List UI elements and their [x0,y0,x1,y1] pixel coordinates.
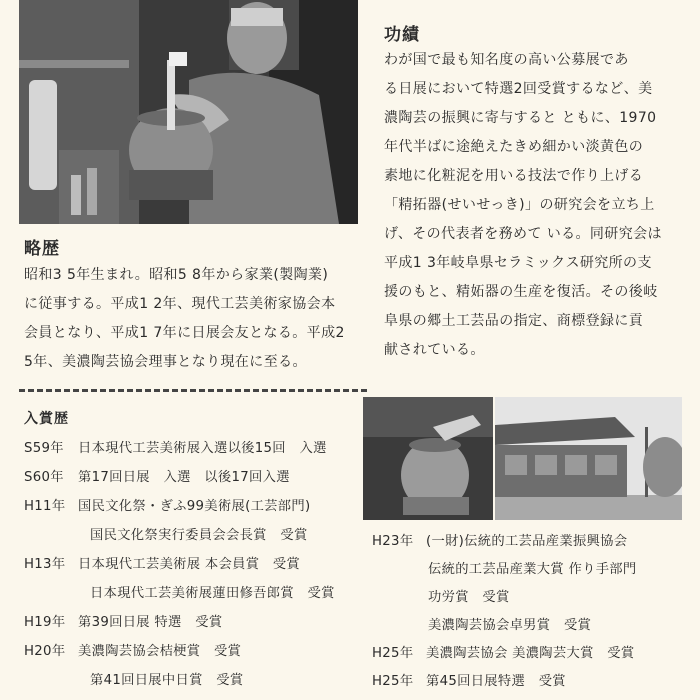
award-text: 第39回日展 特選 受賞 [78,615,223,630]
award-text: 日本現代工芸美術展 本会員賞 受賞 [78,557,301,572]
biography-title: 略歴 [24,239,60,259]
award-year: H20年 [24,644,66,659]
award-text: 第17回日展 入選 以後17回入選 [78,470,290,485]
workshop-building-photo [495,397,682,520]
award-year: S60年 [24,470,64,485]
section-divider [19,389,367,392]
award-text: 国民文化祭実行委員会会長賞 受賞 [90,528,308,543]
artist-photo [19,0,358,224]
award-text: 国民文化祭・ぎふ99美術展(工芸部門) [78,499,311,514]
award-text: 日本現代工芸美術展入選以後15回 入選 [78,441,327,456]
award-year: H13年 [24,557,66,572]
award-text: 伝統的工芸品産業大賞 作り手部門 [428,562,637,577]
award-text: (一財)伝統的工芸品産業振興協会 [426,534,628,549]
award-year: S59年 [24,441,64,456]
award-text: 美濃陶芸協会卓男賞 受賞 [428,618,592,633]
award-text: 美濃陶芸協会桔梗賞 受賞 [78,644,242,659]
biography-text: 昭和3 5年生まれ。昭和5 8年から家業(製陶業) に従事する。平成1 2年、現代工芸美術家協会本 会員となり、平成1 7年に日展会友となる。平成2 5年、美濃陶芸協会理事となり現在に至る。 [24,267,345,370]
award-text: 日本現代工芸美術展蓮田修吾郎賞 受賞 [90,586,335,601]
award-year: H11年 [24,499,66,514]
award-year: H25年 [372,646,414,661]
achievements-text: わが国で最も知名度の高い公募展であ る日展において特選2回受賞するなど、美 濃陶芸の振興に寄与すると ともに、1970 年代半ばに途絶えたきめ細かい淡黄色の 素地に化粧泥を用いる技法で作り上げる 「精拓器(せいせっき)」の研究会を立ち上 げ、その代表者を務めて いる。同研究会は 平成1 3年岐阜県セラミックス研究所の支 援のもと、精妬器の生産を復活。その後岐 阜県の郷土工芸品の指定、商標登録に貢 献されている。 [384,52,662,358]
awards-list-right [372,530,692,690]
award-text: 美濃陶芸協会 美濃陶芸大賞 受賞 [426,646,635,661]
awards-list-left [24,437,369,697]
award-text: 第45回日展特選 受賞 [426,674,566,689]
award-text: 功労賞 受賞 [428,590,510,605]
award-year: H19年 [24,615,66,630]
award-year: H25年 [372,674,414,689]
awards-title: 入賞歴 [24,411,69,427]
achievements-title: 功績 [384,25,420,45]
pottery-wheel-photo [363,397,493,520]
award-year: H23年 [372,534,414,549]
award-text: 第41回日展中日賞 受賞 [90,673,244,688]
